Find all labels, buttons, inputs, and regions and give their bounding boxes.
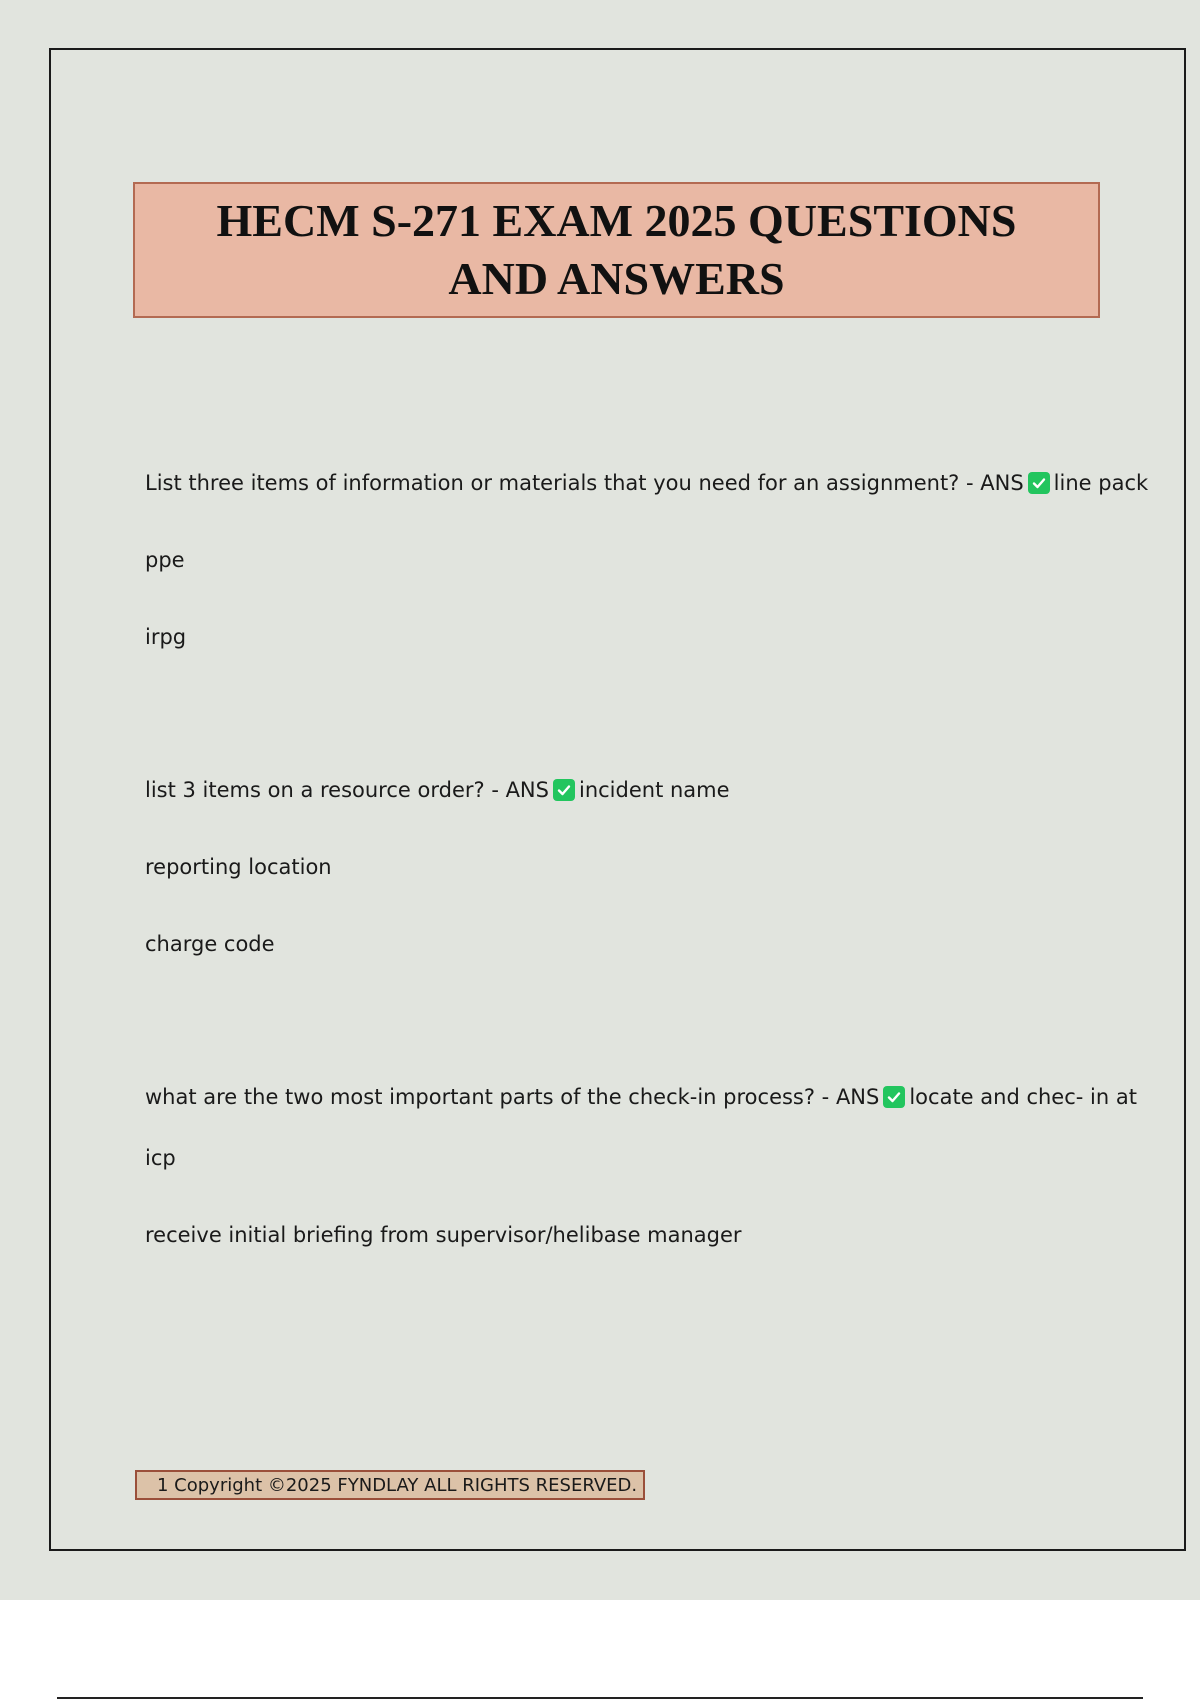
document-title	[133, 182, 1100, 318]
question-2	[145, 778, 730, 802]
answer-text: locate and chec- in at	[909, 1085, 1137, 1109]
answer-line: ppe	[145, 548, 185, 572]
question-text: what are the two most important parts of the check-in process? - ANS	[145, 1085, 880, 1109]
answer-line: reporting location	[145, 855, 332, 879]
title-line-1: HECM S-271 EXAM 2025 QUESTIONS	[216, 195, 1017, 246]
checkmark-icon	[553, 779, 575, 801]
answer-text: line pack	[1053, 471, 1149, 495]
question-3	[145, 1085, 1137, 1109]
copyright-footer	[135, 1470, 645, 1500]
question-1	[145, 471, 1148, 495]
copyright-text: 1 Copyright ©2025 FYNDLAY ALL RIGHTS RESERVED.	[157, 1474, 638, 1496]
checkmark-icon	[883, 1086, 905, 1108]
answer-line: receive initial briefing from supervisor/helibase manager	[145, 1223, 742, 1247]
answer-line: irpg	[145, 625, 187, 649]
answer-line: icp	[145, 1146, 176, 1170]
title-line-2: AND ANSWERS	[448, 253, 785, 304]
checkmark-icon	[1028, 472, 1050, 494]
answer-line: charge code	[145, 932, 275, 956]
answer-text: incident name	[578, 778, 730, 802]
divider	[57, 1697, 1143, 1699]
question-text: List three items of information or materials that you need for an assignment? - ANS	[145, 471, 1024, 495]
question-text: list 3 items on a resource order? - ANS	[145, 778, 549, 802]
